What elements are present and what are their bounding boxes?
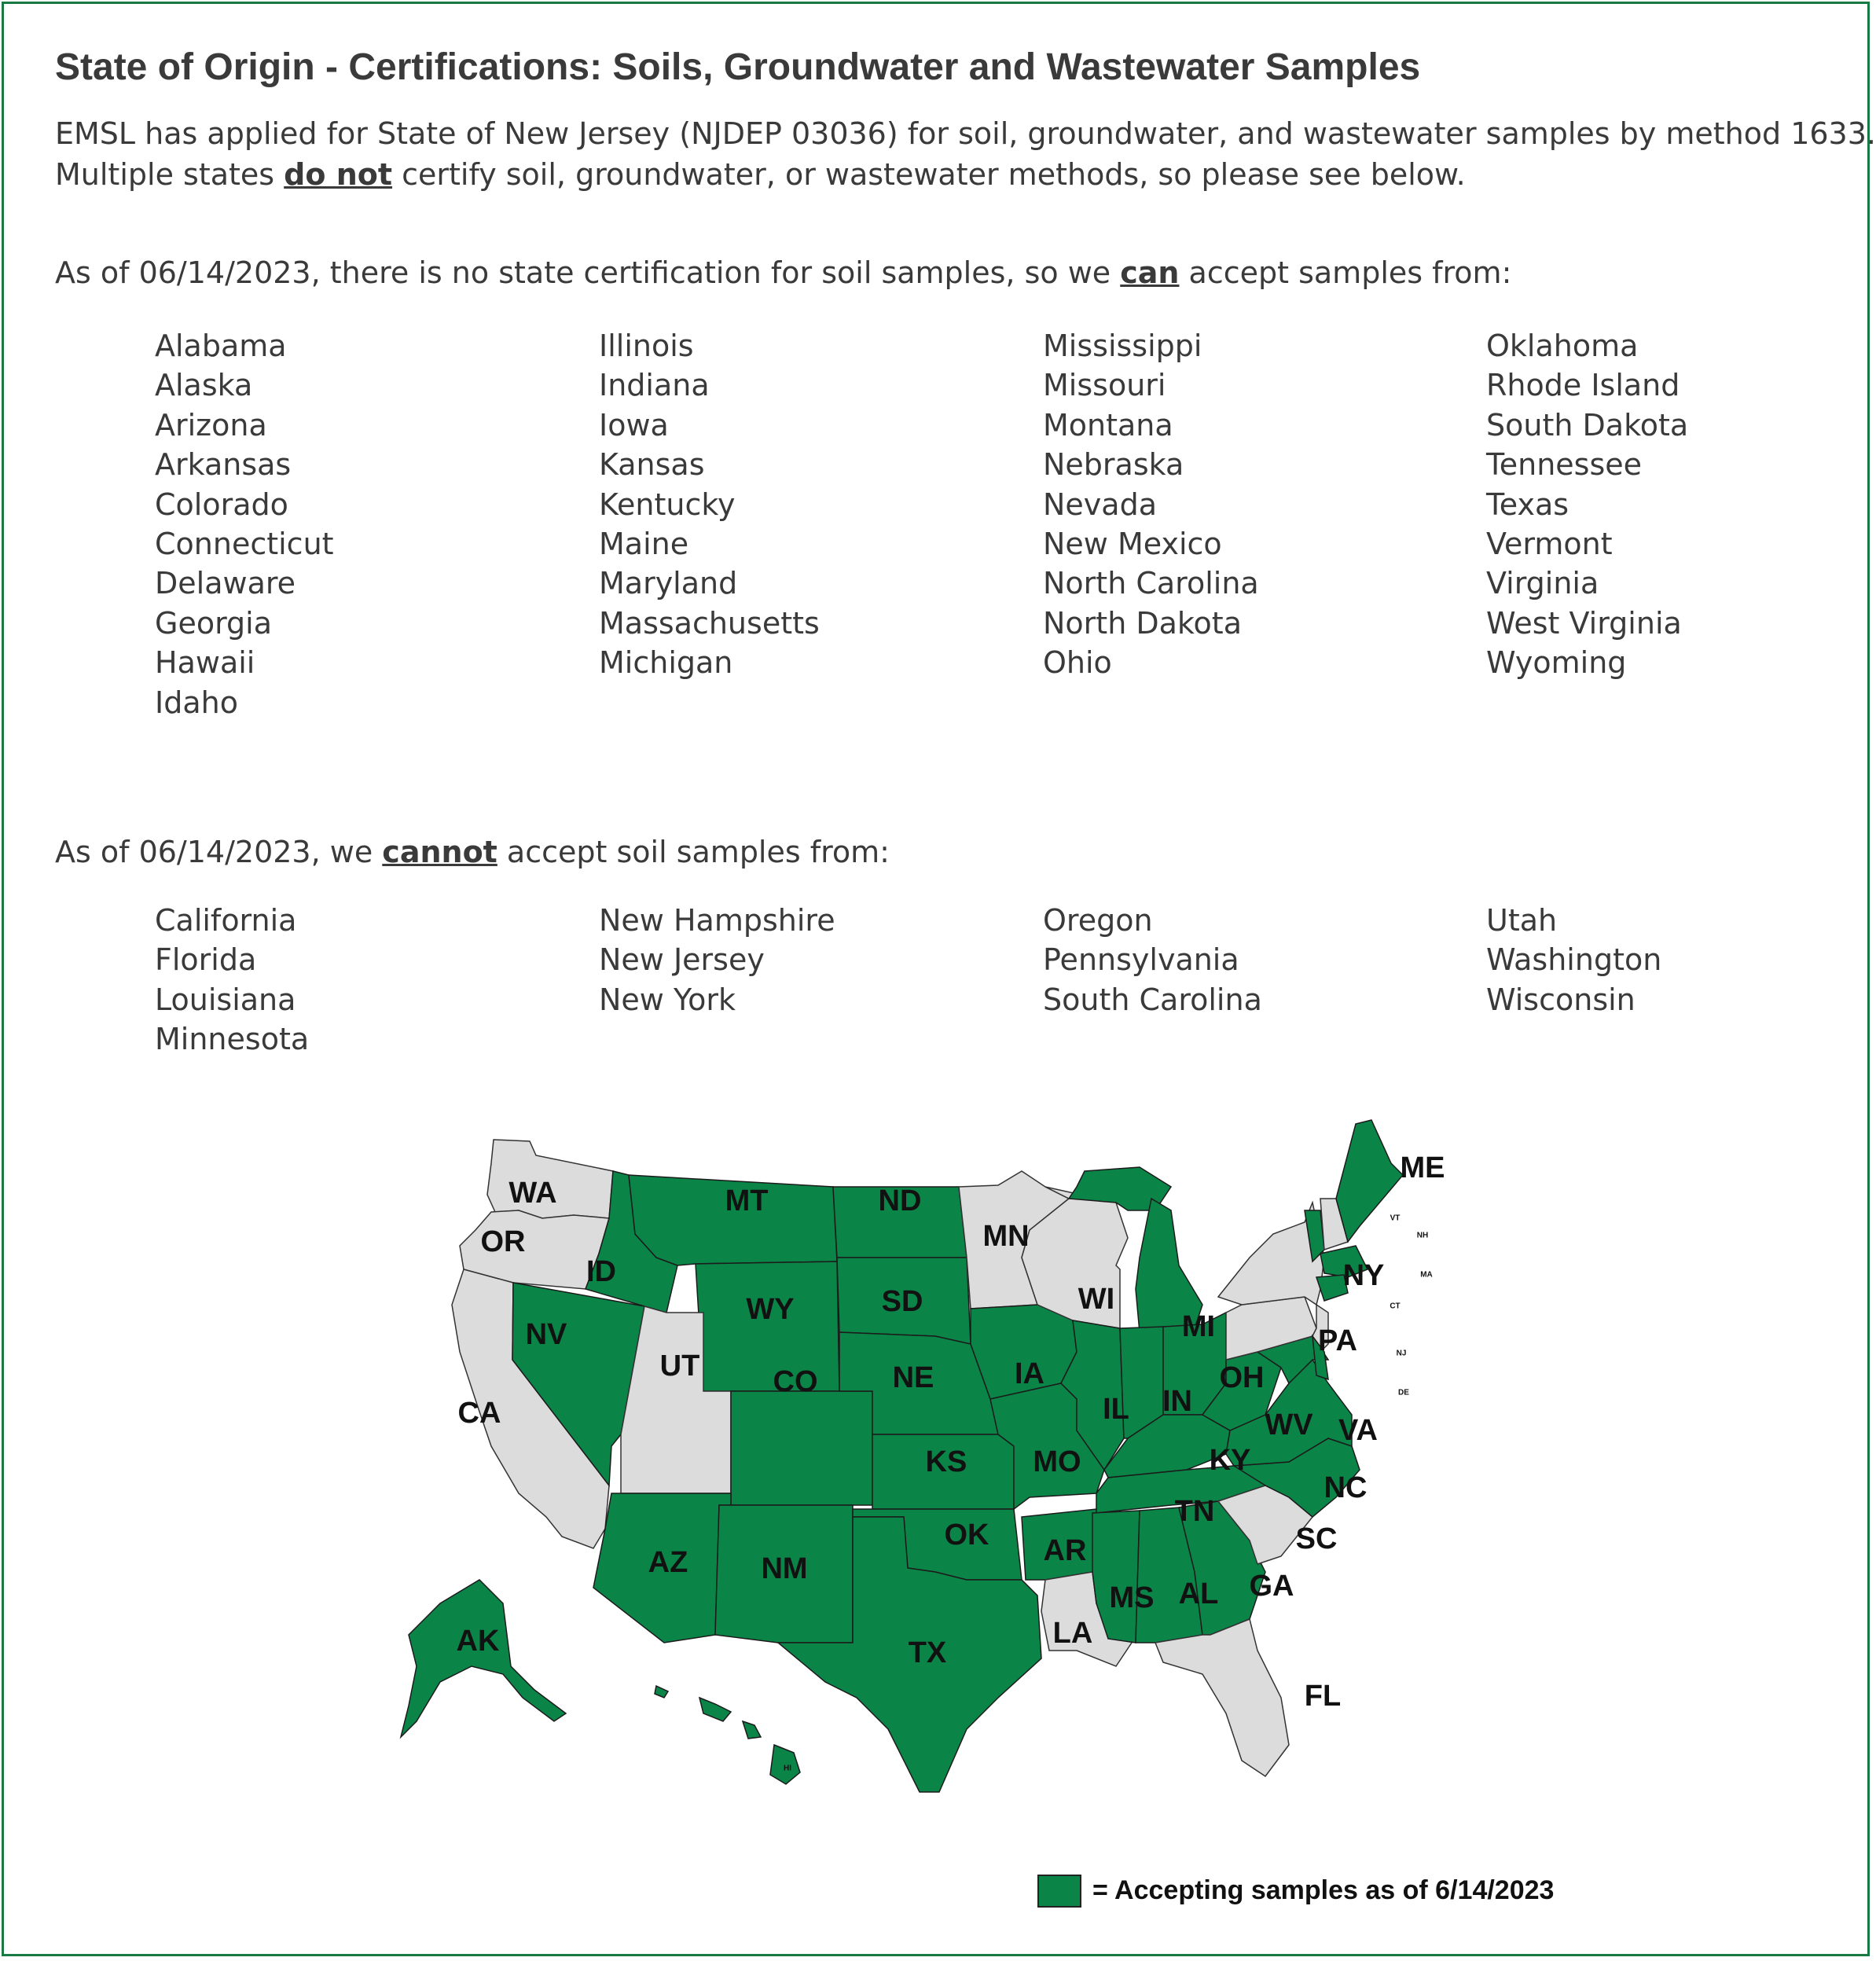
state-label-nj: NJ <box>1396 1349 1407 1358</box>
state-label-ma: MA <box>1420 1270 1433 1280</box>
state-list-item: Mississippi <box>1043 329 1202 363</box>
us-states-map <box>385 1100 1509 1808</box>
state-label-il: IL <box>1103 1393 1129 1427</box>
state-list-item: Oklahoma <box>1486 329 1639 363</box>
state-label-vt: VT <box>1390 1214 1401 1223</box>
state-list-item: Alabama <box>155 329 287 363</box>
cannot-heading-pre: As of 06/14/2023, we <box>55 835 383 869</box>
state-CO <box>731 1391 872 1505</box>
state-list-item: Florida <box>155 942 257 978</box>
state-label-oh: OH <box>1219 1361 1265 1395</box>
cannot-keyword: cannot <box>382 835 497 869</box>
state-list-item: Idaho <box>155 685 238 720</box>
state-list-item: Louisiana <box>155 982 296 1017</box>
cannot-column-1 <box>155 901 309 1059</box>
state-list-item: Massachusetts <box>599 605 820 641</box>
state-label-wy: WY <box>746 1293 795 1327</box>
state-label-nv: NV <box>525 1318 567 1352</box>
intro-line-1: EMSL has applied for State of New Jersey (NJDEP 03036) for soil, groundwater, and wastewater samples by method 1633. <box>55 116 1876 151</box>
state-label-nd: ND <box>878 1184 922 1218</box>
state-list-item: Oregon <box>1043 903 1153 938</box>
state-label-al: AL <box>1178 1577 1219 1611</box>
state-label-ct: CT <box>1390 1302 1401 1311</box>
state-FL <box>1155 1619 1289 1776</box>
state-list-item: Nevada <box>1043 487 1157 522</box>
state-label-la: LA <box>1052 1617 1093 1651</box>
state-list-item: Pennsylvania <box>1043 942 1239 978</box>
state-list-item: Wyoming <box>1486 645 1627 681</box>
state-WY <box>696 1261 839 1391</box>
state-label-az: AZ <box>648 1546 688 1580</box>
state-list-item: Tennessee <box>1486 447 1643 483</box>
state-label-ar: AR <box>1043 1534 1087 1568</box>
state-label-co: CO <box>773 1365 818 1399</box>
state-label-ky: KY <box>1209 1444 1251 1478</box>
state-label-nm: NM <box>761 1552 808 1586</box>
state-list-item: North Carolina <box>1043 566 1259 601</box>
state-ME <box>1336 1120 1403 1242</box>
state-label-hi: HI <box>784 1764 791 1773</box>
can-keyword: can <box>1120 255 1180 290</box>
state-label-wa: WA <box>508 1177 557 1210</box>
state-list-item: Maine <box>599 526 689 561</box>
state-list-item: Colorado <box>155 487 288 522</box>
state-list-item: Indiana <box>599 368 710 403</box>
state-label-pa: PA <box>1318 1324 1357 1358</box>
state-list-item: Connecticut <box>155 526 334 561</box>
state-label-or: OR <box>480 1225 526 1259</box>
state-list-item: New York <box>599 982 736 1017</box>
cannot-section-heading <box>55 835 890 869</box>
can-heading-pre: As of 06/14/2023, there is no state certification for soil samples, so we <box>55 255 1121 290</box>
state-label-in: IN <box>1162 1385 1192 1419</box>
state-label-ne: NE <box>892 1361 934 1395</box>
state-list-item: Montana <box>1043 407 1173 443</box>
state-list-item: Michigan <box>599 645 733 681</box>
intro-line-2 <box>55 154 1876 195</box>
can-column-1 <box>155 326 334 722</box>
intro-text <box>55 113 1876 195</box>
intro-line-2-post: certify soil, groundwater, or wastewater methods, so please see below. <box>392 157 1466 192</box>
state-list-item: New Mexico <box>1043 526 1222 561</box>
state-label-me: ME <box>1400 1151 1445 1185</box>
state-list-item: Alaska <box>155 368 253 403</box>
can-column-4 <box>1486 326 1688 683</box>
state-label-mn: MN <box>982 1220 1030 1254</box>
state-list-item: Arkansas <box>155 447 292 483</box>
state-list-item: Washington <box>1486 942 1662 978</box>
state-label-ks: KS <box>925 1445 967 1479</box>
state-list-item: Virginia <box>1486 566 1599 601</box>
intro-line-2-pre: Multiple states <box>55 157 285 192</box>
state-list-item: Kansas <box>599 447 705 483</box>
state-list-item: Rhode Island <box>1486 368 1680 403</box>
cannot-column-2 <box>599 901 835 1019</box>
cannot-heading-post: accept soil samples from: <box>497 835 890 869</box>
state-list-item: Nebraska <box>1043 447 1184 483</box>
state-label-id: ID <box>586 1255 616 1289</box>
state-list-item: South Dakota <box>1486 407 1689 443</box>
can-column-2 <box>599 326 820 683</box>
state-list-item: Utah <box>1486 903 1558 938</box>
state-label-nh: NH <box>1416 1231 1429 1240</box>
state-list-item: South Carolina <box>1043 982 1262 1017</box>
state-list-item: Maryland <box>599 566 738 601</box>
state-label-wv: WV <box>1265 1408 1313 1442</box>
state-label-va: VA <box>1338 1414 1378 1448</box>
legend-swatch <box>1037 1875 1081 1908</box>
state-list-item: Iowa <box>599 407 669 443</box>
state-list-item: Wisconsin <box>1486 982 1636 1017</box>
state-label-ut: UT <box>659 1350 700 1383</box>
state-label-ia: IA <box>1015 1357 1044 1391</box>
state-label-nc: NC <box>1323 1471 1368 1505</box>
state-HI-islands-2 <box>699 1698 731 1721</box>
state-HI-islands-3 <box>743 1721 761 1739</box>
state-label-fl: FL <box>1304 1680 1342 1713</box>
state-list-item: New Hampshire <box>599 903 835 938</box>
state-list-item: West Virginia <box>1486 605 1682 641</box>
state-label-ga: GA <box>1249 1570 1294 1603</box>
state-list-item: Illinois <box>599 329 694 363</box>
cannot-column-4 <box>1486 901 1661 1019</box>
state-label-mo: MO <box>1033 1445 1081 1479</box>
can-heading-post: accept samples from: <box>1179 255 1512 290</box>
state-label-ak: AK <box>456 1625 500 1658</box>
state-label-de: DE <box>1398 1388 1409 1397</box>
state-label-tn: TN <box>1174 1495 1215 1529</box>
state-label-wi: WI <box>1078 1283 1115 1317</box>
cannot-column-3 <box>1043 901 1262 1019</box>
state-list-item: Hawaii <box>155 645 255 681</box>
state-list-item: Kentucky <box>599 487 736 522</box>
state-label-sd: SD <box>881 1285 923 1319</box>
page-title: State of Origin - Certifications: Soils, Groundwater and Wastewater Samples <box>55 46 1421 88</box>
state-label-mi: MI <box>1181 1310 1216 1344</box>
state-label-sc: SC <box>1295 1522 1338 1556</box>
state-list-item: Vermont <box>1486 526 1613 561</box>
state-label-tx: TX <box>908 1636 947 1670</box>
state-AK <box>401 1580 566 1737</box>
intro-do-not-keyword: do not <box>284 157 393 192</box>
state-list-item: Minnesota <box>155 1022 310 1057</box>
state-list-item: Arizona <box>155 407 267 443</box>
state-list-item: Delaware <box>155 566 296 601</box>
state-list-item: California <box>155 903 297 938</box>
can-column-3 <box>1043 326 1259 683</box>
state-label-ok: OK <box>944 1518 989 1552</box>
state-list-item: Missouri <box>1043 368 1166 403</box>
state-list-item: North Dakota <box>1043 605 1242 641</box>
legend-label: = Accepting samples as of 6/14/2023 <box>1092 1875 1555 1905</box>
state-list-item: Ohio <box>1043 645 1112 681</box>
state-list-item: New Jersey <box>599 942 765 978</box>
state-HI-islands <box>655 1686 668 1698</box>
state-label-ca: CA <box>457 1397 501 1430</box>
can-section-heading <box>55 255 1511 290</box>
state-list-item: Texas <box>1486 487 1569 522</box>
state-label-mt: MT <box>725 1184 769 1218</box>
state-label-ny: NY <box>1342 1259 1385 1293</box>
state-label-ms: MS <box>1109 1581 1155 1615</box>
state-list-item: Georgia <box>155 605 272 641</box>
